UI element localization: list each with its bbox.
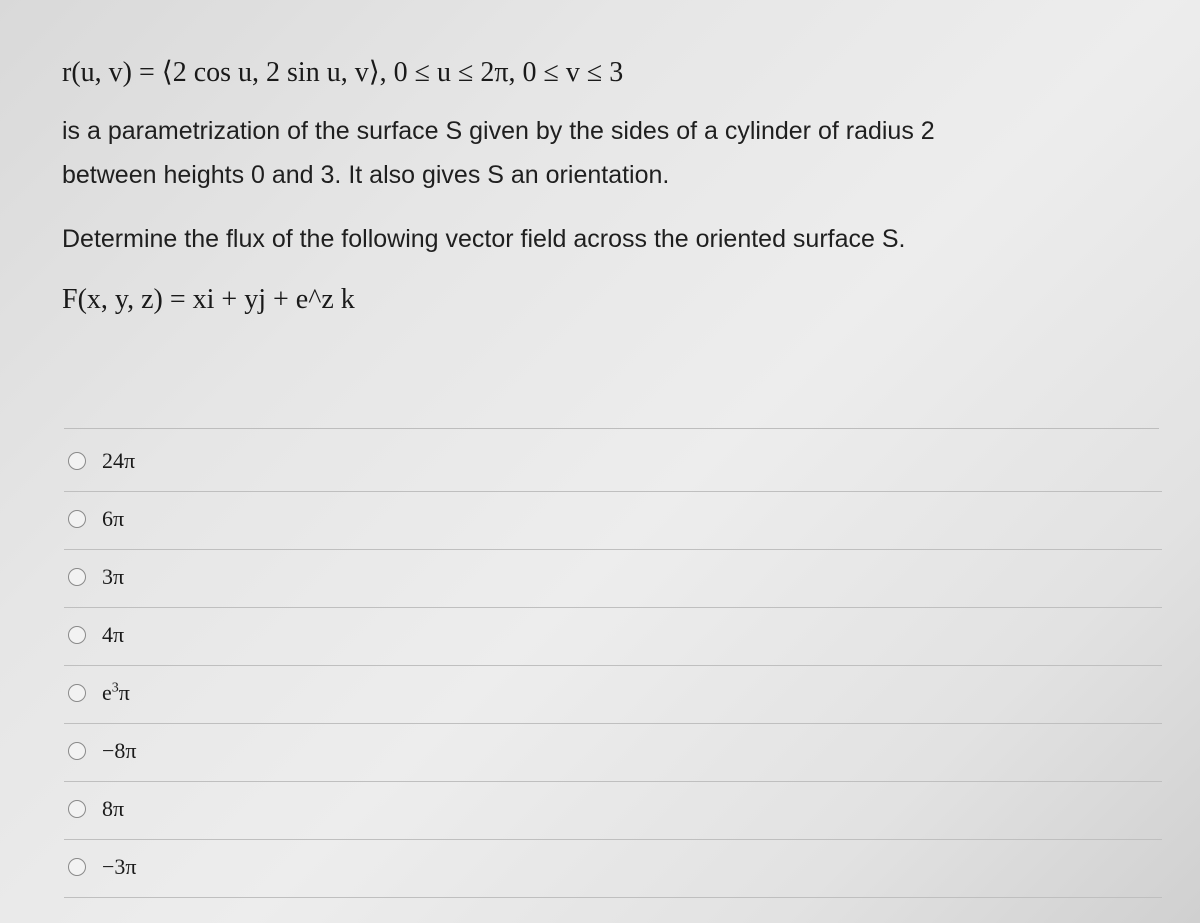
answer-option[interactable] — [64, 549, 1162, 608]
instruction-text: Determine the flux of the following vector field across the oriented surface S. — [62, 225, 906, 253]
radio-button[interactable] — [68, 626, 86, 644]
answer-option[interactable] — [64, 665, 1162, 724]
choices-divider — [64, 428, 1159, 429]
radio-button[interactable] — [68, 858, 86, 876]
answer-label: 6π — [102, 506, 125, 531]
answer-label — [102, 680, 130, 706]
description-line-2: between heights 0 and 3. It also gives S an orientation. — [62, 161, 670, 189]
radio-button[interactable] — [68, 742, 86, 760]
radio-button[interactable] — [68, 452, 86, 470]
radio-button[interactable] — [68, 684, 86, 702]
parametrization-formula: r(u, v) = ⟨2 cos u, 2 sin u, v⟩, 0 ≤ u ≤ 2π, 0 ≤ v ≤ 3 — [62, 57, 624, 88]
answer-option[interactable] — [64, 723, 1162, 782]
answer-label: 24π — [102, 448, 136, 473]
answer-option[interactable] — [64, 433, 1162, 492]
answer-label: 8π — [102, 796, 125, 821]
answer-label-tail: π — [118, 680, 130, 705]
answer-option[interactable] — [64, 839, 1162, 898]
answer-label-exponent: 3 — [111, 680, 119, 696]
answer-option[interactable] — [64, 781, 1162, 840]
answer-label: 4π — [102, 622, 125, 647]
answer-option[interactable] — [64, 491, 1162, 550]
radio-button[interactable] — [68, 568, 86, 586]
answer-label-base: e — [102, 680, 112, 705]
answer-label: −3π — [102, 854, 137, 879]
answer-option[interactable] — [64, 607, 1162, 666]
vector-field-formula: F(x, y, z) = xi + yj + e^z k — [62, 284, 355, 315]
description-line-1: is a parametrization of the surface S given by the sides of a cylinder of radius 2 — [62, 117, 935, 145]
radio-button[interactable] — [68, 800, 86, 818]
answer-label: −8π — [102, 738, 137, 763]
answer-label: 3π — [102, 564, 125, 589]
radio-button[interactable] — [68, 510, 86, 528]
